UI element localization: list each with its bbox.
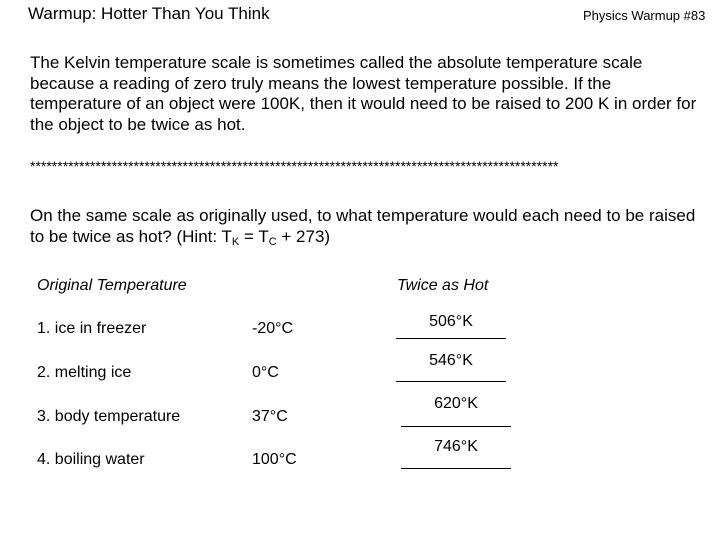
- intro-paragraph: The Kelvin temperature scale is sometimes called the absolute temperature scale because a reading of zero truly means the lowest temperature possible. If the temperature of an object were 100K, then it would need to be raised to 200 K in order for the object to be twice as hot.: [30, 53, 697, 134]
- row-temperature: 0°C: [252, 364, 279, 381]
- row-label: 2. melting ice: [37, 364, 132, 381]
- page-title: Warmup: Hotter Than You Think: [28, 4, 270, 23]
- answer-underline: [396, 381, 506, 382]
- row-temperature: 37°C: [252, 408, 288, 425]
- row-label: 4. boiling water: [37, 451, 145, 468]
- answer-underline: [401, 468, 511, 469]
- answer-value: 546°K: [429, 352, 473, 369]
- row-temperature: -20°C: [252, 320, 294, 337]
- separator-line: *************************************************************************************************: [30, 158, 559, 174]
- answer-value: 506°K: [429, 313, 473, 330]
- subscript-k: K: [231, 236, 240, 248]
- row-label: 1. ice in freezer: [37, 320, 147, 337]
- answer-value: 620°K: [434, 395, 478, 412]
- answer-value: 746°K: [434, 438, 478, 455]
- answer-underline: [401, 426, 511, 427]
- question-paragraph: [30, 205, 710, 247]
- question-equals: = T: [239, 227, 269, 246]
- column-header-twice: Twice as Hot: [397, 277, 489, 294]
- subscript-c: C: [268, 236, 277, 248]
- answer-underline: [396, 338, 506, 339]
- warmup-number: Physics Warmup #83: [583, 8, 706, 23]
- question-tail: + 273): [276, 227, 331, 246]
- row-label: 3. body temperature: [37, 408, 181, 425]
- column-header-original: Original Temperature: [37, 277, 187, 294]
- question-text: On the same scale as originally used, to what temperature would each need to be raised to be twice as hot? (Hint: T: [30, 206, 696, 246]
- row-temperature: 100°C: [252, 451, 297, 468]
